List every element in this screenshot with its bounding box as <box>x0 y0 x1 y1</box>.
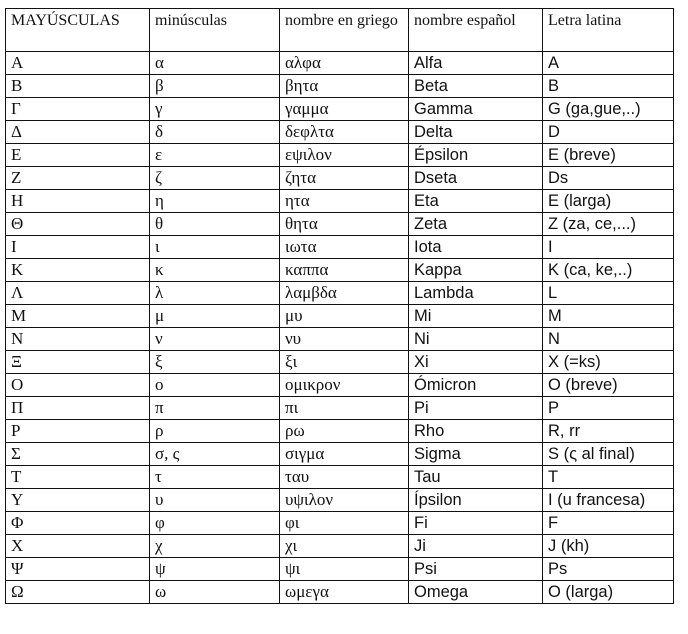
cell-uppercase: Θ <box>6 213 150 236</box>
cell-spanish-name: Ípsilon <box>409 489 543 512</box>
cell-greek-name: βητα <box>280 75 409 98</box>
table-row <box>6 98 674 121</box>
cell-greek-name: αλφα <box>280 52 409 75</box>
header-row <box>6 9 674 52</box>
cell-latin-letter: X (=ks) <box>543 351 674 374</box>
cell-uppercase: Χ <box>6 535 150 558</box>
cell-greek-name: ιωτα <box>280 236 409 259</box>
table-row <box>6 236 674 259</box>
table-row <box>6 466 674 489</box>
cell-uppercase: Ξ <box>6 351 150 374</box>
table-row <box>6 305 674 328</box>
cell-latin-letter: E (larga) <box>543 190 674 213</box>
cell-spanish-name: Delta <box>409 121 543 144</box>
cell-spanish-name: Psi <box>409 558 543 581</box>
cell-lowercase: ο <box>150 374 280 397</box>
cell-latin-letter: E (breve) <box>543 144 674 167</box>
cell-greek-name: λαμβδα <box>280 282 409 305</box>
header-nombre-espanol: nombre español <box>409 9 543 52</box>
table-row <box>6 167 674 190</box>
cell-spanish-name: Lambda <box>409 282 543 305</box>
cell-spanish-name: Xi <box>409 351 543 374</box>
cell-uppercase: Ψ <box>6 558 150 581</box>
cell-uppercase: Δ <box>6 121 150 144</box>
greek-alphabet-table <box>5 8 674 604</box>
cell-lowercase: α <box>150 52 280 75</box>
cell-lowercase: φ <box>150 512 280 535</box>
cell-lowercase: ψ <box>150 558 280 581</box>
cell-uppercase: Φ <box>6 512 150 535</box>
cell-latin-letter: S (ς al final) <box>543 443 674 466</box>
cell-greek-name: ψι <box>280 558 409 581</box>
cell-greek-name: υψιλον <box>280 489 409 512</box>
cell-spanish-name: Mi <box>409 305 543 328</box>
header-mayusculas: MAYÚSCULAS <box>6 9 150 52</box>
cell-lowercase: υ <box>150 489 280 512</box>
cell-uppercase: Α <box>6 52 150 75</box>
cell-uppercase: Ω <box>6 581 150 604</box>
cell-greek-name: καππα <box>280 259 409 282</box>
cell-greek-name: ταυ <box>280 466 409 489</box>
cell-greek-name: μυ <box>280 305 409 328</box>
cell-lowercase: τ <box>150 466 280 489</box>
cell-latin-letter: M <box>543 305 674 328</box>
cell-lowercase: θ <box>150 213 280 236</box>
cell-uppercase: Μ <box>6 305 150 328</box>
cell-lowercase: ρ <box>150 420 280 443</box>
cell-uppercase: Ζ <box>6 167 150 190</box>
cell-spanish-name: Zeta <box>409 213 543 236</box>
cell-uppercase: Ι <box>6 236 150 259</box>
cell-lowercase: ξ <box>150 351 280 374</box>
table-row <box>6 535 674 558</box>
cell-latin-letter: O (breve) <box>543 374 674 397</box>
table-row <box>6 213 674 236</box>
cell-lowercase: ε <box>150 144 280 167</box>
cell-latin-letter: I (u francesa) <box>543 489 674 512</box>
table-row <box>6 144 674 167</box>
cell-greek-name: γαμμα <box>280 98 409 121</box>
cell-spanish-name: Tau <box>409 466 543 489</box>
table-row <box>6 374 674 397</box>
cell-uppercase: Ρ <box>6 420 150 443</box>
table-row <box>6 397 674 420</box>
cell-uppercase: Ν <box>6 328 150 351</box>
table-row <box>6 512 674 535</box>
cell-greek-name: σιγμα <box>280 443 409 466</box>
cell-lowercase: μ <box>150 305 280 328</box>
cell-latin-letter: I <box>543 236 674 259</box>
header-nombre-griego: nombre en griego <box>280 9 409 52</box>
cell-spanish-name: Épsilon <box>409 144 543 167</box>
cell-spanish-name: Omega <box>409 581 543 604</box>
cell-uppercase: Π <box>6 397 150 420</box>
cell-uppercase: Κ <box>6 259 150 282</box>
table-row <box>6 328 674 351</box>
table-row <box>6 420 674 443</box>
cell-latin-letter: Ds <box>543 167 674 190</box>
cell-lowercase: β <box>150 75 280 98</box>
cell-uppercase: Η <box>6 190 150 213</box>
cell-uppercase: Ε <box>6 144 150 167</box>
cell-lowercase: ν <box>150 328 280 351</box>
table-row <box>6 75 674 98</box>
cell-spanish-name: Pi <box>409 397 543 420</box>
cell-lowercase: χ <box>150 535 280 558</box>
cell-lowercase: η <box>150 190 280 213</box>
cell-uppercase: Τ <box>6 466 150 489</box>
table-row <box>6 52 674 75</box>
cell-latin-letter: K (ca, ke,..) <box>543 259 674 282</box>
cell-latin-letter: Ps <box>543 558 674 581</box>
cell-greek-name: ρω <box>280 420 409 443</box>
header-letra-latina: Letra latina <box>543 9 674 52</box>
cell-latin-letter: R, rr <box>543 420 674 443</box>
cell-latin-letter: A <box>543 52 674 75</box>
cell-lowercase: ι <box>150 236 280 259</box>
cell-lowercase: σ, ς <box>150 443 280 466</box>
cell-uppercase: Β <box>6 75 150 98</box>
cell-latin-letter: Z (za, ce,...) <box>543 213 674 236</box>
cell-greek-name: φι <box>280 512 409 535</box>
table-row <box>6 351 674 374</box>
table-row <box>6 121 674 144</box>
cell-spanish-name: Alfa <box>409 52 543 75</box>
cell-spanish-name: Ómicron <box>409 374 543 397</box>
cell-greek-name: νυ <box>280 328 409 351</box>
cell-lowercase: π <box>150 397 280 420</box>
cell-latin-letter: F <box>543 512 674 535</box>
cell-spanish-name: Gamma <box>409 98 543 121</box>
cell-spanish-name: Rho <box>409 420 543 443</box>
cell-lowercase: γ <box>150 98 280 121</box>
cell-latin-letter: O (larga) <box>543 581 674 604</box>
header-minusculas: minúsculas <box>150 9 280 52</box>
cell-latin-letter: B <box>543 75 674 98</box>
cell-greek-name: δεφλτα <box>280 121 409 144</box>
cell-lowercase: ζ <box>150 167 280 190</box>
cell-spanish-name: Ni <box>409 328 543 351</box>
cell-greek-name: πι <box>280 397 409 420</box>
cell-latin-letter: L <box>543 282 674 305</box>
cell-uppercase: Λ <box>6 282 150 305</box>
table-row <box>6 489 674 512</box>
cell-spanish-name: Ji <box>409 535 543 558</box>
cell-greek-name: χι <box>280 535 409 558</box>
cell-greek-name: θητα <box>280 213 409 236</box>
table-row <box>6 581 674 604</box>
table-row <box>6 282 674 305</box>
cell-uppercase: Γ <box>6 98 150 121</box>
cell-lowercase: ω <box>150 581 280 604</box>
cell-spanish-name: Eta <box>409 190 543 213</box>
cell-latin-letter: D <box>543 121 674 144</box>
cell-greek-name: ξι <box>280 351 409 374</box>
cell-spanish-name: Fi <box>409 512 543 535</box>
cell-greek-name: ομικρον <box>280 374 409 397</box>
cell-greek-name: ωμεγα <box>280 581 409 604</box>
table-row <box>6 259 674 282</box>
cell-greek-name: εψιλον <box>280 144 409 167</box>
cell-spanish-name: Iota <box>409 236 543 259</box>
table-row <box>6 190 674 213</box>
table-row <box>6 443 674 466</box>
cell-latin-letter: J (kh) <box>543 535 674 558</box>
cell-spanish-name: Sigma <box>409 443 543 466</box>
cell-lowercase: δ <box>150 121 280 144</box>
cell-uppercase: Σ <box>6 443 150 466</box>
cell-latin-letter: N <box>543 328 674 351</box>
cell-latin-letter: P <box>543 397 674 420</box>
cell-spanish-name: Kappa <box>409 259 543 282</box>
cell-spanish-name: Beta <box>409 75 543 98</box>
cell-uppercase: Ο <box>6 374 150 397</box>
cell-lowercase: κ <box>150 259 280 282</box>
cell-lowercase: λ <box>150 282 280 305</box>
cell-uppercase: Υ <box>6 489 150 512</box>
cell-spanish-name: Dseta <box>409 167 543 190</box>
cell-greek-name: ζητα <box>280 167 409 190</box>
cell-greek-name: ητα <box>280 190 409 213</box>
table-row <box>6 558 674 581</box>
cell-latin-letter: G (ga,gue,..) <box>543 98 674 121</box>
cell-latin-letter: T <box>543 466 674 489</box>
